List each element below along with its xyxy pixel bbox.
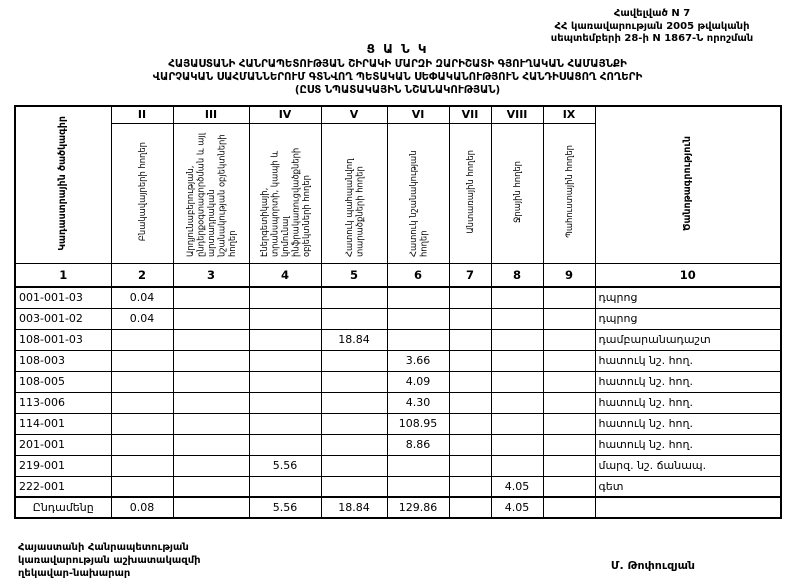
column-number-1: 1 (15, 263, 111, 287)
document-title: Ց Ա Ն Կ (366, 42, 429, 56)
cell-protected-areas (321, 308, 387, 329)
cell-protected-areas (321, 392, 387, 413)
roman-numeral-9: IX (543, 106, 595, 123)
col-note-header: Ծանոթագրություն (681, 135, 693, 231)
cell-note: գետ (595, 476, 781, 497)
total-water: 4.05 (491, 497, 543, 518)
table-row (15, 371, 781, 392)
category-header-industrial: Արդյունաբերության, ընդերքօգտագործման և այլ արտադրական նշանակության օբյեկտների հողեր (184, 132, 237, 257)
cell-cadastral-code: 001-001-03 (15, 287, 111, 308)
column-number-7: 7 (449, 263, 491, 287)
cell-forest (449, 308, 491, 329)
cell-industrial (173, 308, 249, 329)
cell-forest (449, 371, 491, 392)
total-special-purpose: 129.86 (387, 497, 449, 518)
column-number-10: 10 (595, 263, 781, 287)
cell-special-purpose (387, 287, 449, 308)
cell-water (491, 287, 543, 308)
cell-residential (111, 476, 173, 497)
cell-note: հատուկ նշ. հող. (595, 392, 781, 413)
table-row (15, 413, 781, 434)
category-header-protected-areas-cell (321, 123, 387, 263)
total-industrial (173, 497, 249, 518)
cell-cadastral-code: 003-001-02 (15, 308, 111, 329)
col-code-header: Կադաստրային ծածկագիր (57, 116, 69, 251)
cell-reserve (543, 413, 595, 434)
cell-note: դամբարանադաշտ (595, 329, 781, 350)
table-row (15, 434, 781, 455)
cell-protected-areas: 18.84 (321, 329, 387, 350)
cell-industrial (173, 287, 249, 308)
table-row (15, 476, 781, 497)
table-row (15, 392, 781, 413)
cell-cadastral-code: 108-001-03 (15, 329, 111, 350)
cell-special-purpose (387, 455, 449, 476)
cell-energy-transport: 5.56 (249, 455, 321, 476)
cell-energy-transport (249, 350, 321, 371)
category-header-forest: Անտառային հողեր (464, 149, 475, 234)
column-number-9: 9 (543, 263, 595, 287)
category-header-residential-cell (111, 123, 173, 263)
cell-industrial (173, 455, 249, 476)
cell-water (491, 392, 543, 413)
cell-forest (449, 455, 491, 476)
cell-reserve (543, 476, 595, 497)
cell-special-purpose: 4.09 (387, 371, 449, 392)
cell-water (491, 455, 543, 476)
roman-numeral-5: V (321, 106, 387, 123)
category-header-special-purpose: Հատուկ նշանակության հողեր (407, 150, 428, 257)
category-header-water-cell (491, 123, 543, 263)
cell-industrial (173, 413, 249, 434)
cell-industrial (173, 392, 249, 413)
document-subtitle-line-1: ՀԱՅԱՍՏԱՆԻ ՀԱՆՐԱՊԵՏՈՒԹՅԱՆ ՇԻՐԱԿԻ ՄԱՐԶԻ ԶԱՐԻՇԱՏԻ ԳՅՈՒՂԱԿԱՆ ՀԱՄԱՅՆՔԻ (168, 59, 627, 70)
cell-energy-transport (249, 413, 321, 434)
table-row (15, 287, 781, 308)
table-row (15, 350, 781, 371)
cell-note: դպրոց (595, 308, 781, 329)
cell-energy-transport (249, 308, 321, 329)
cell-water (491, 308, 543, 329)
cell-reserve (543, 455, 595, 476)
total-forest (449, 497, 491, 518)
footer-line-3: ղեկավար-նախարար (18, 568, 131, 579)
cell-industrial (173, 350, 249, 371)
cell-special-purpose (387, 476, 449, 497)
total-protected-areas: 18.84 (321, 497, 387, 518)
category-header-energy-transport-cell (249, 123, 321, 263)
cell-industrial (173, 476, 249, 497)
cell-industrial (173, 329, 249, 350)
cell-note: հատուկ նշ. հող. (595, 434, 781, 455)
roman-numeral-7: VII (449, 106, 491, 123)
category-header-industrial-cell (173, 123, 249, 263)
cell-reserve (543, 350, 595, 371)
cell-note: հատուկ նշ. հող. (595, 350, 781, 371)
cell-energy-transport (249, 329, 321, 350)
col-note-header-cell (595, 106, 781, 263)
cell-forest (449, 392, 491, 413)
footer-line-2: կառավարության աշխատակազմի (18, 555, 201, 566)
cell-residential (111, 350, 173, 371)
cell-note: դպրոց (595, 287, 781, 308)
cell-note: հատուկ նշ. հող. (595, 371, 781, 392)
total-reserve (543, 497, 595, 518)
cell-cadastral-code: 108-003 (15, 350, 111, 371)
roman-numeral-2: II (111, 106, 173, 123)
category-header-protected-areas: Հատուկ պահպանվող տարածքների հողեր (343, 158, 364, 257)
cell-water (491, 434, 543, 455)
cell-reserve (543, 434, 595, 455)
cell-cadastral-code: 114-001 (15, 413, 111, 434)
cell-forest (449, 350, 491, 371)
cell-energy-transport (249, 434, 321, 455)
cell-residential (111, 371, 173, 392)
cell-note: հատուկ նշ. հող. (595, 413, 781, 434)
cell-special-purpose (387, 308, 449, 329)
footer-line-1: Հայաստանի Հանրապետության (18, 542, 189, 553)
table-row (15, 455, 781, 476)
cell-energy-transport (249, 287, 321, 308)
header-number-row (15, 263, 781, 287)
cell-forest (449, 434, 491, 455)
category-header-reserve: Պահուստային հողեր (563, 145, 574, 239)
cell-special-purpose: 108.95 (387, 413, 449, 434)
category-header-water: Ջրային հողեր (511, 160, 522, 223)
roman-numeral-4: IV (249, 106, 321, 123)
total-residential: 0.08 (111, 497, 173, 518)
cell-protected-areas (321, 350, 387, 371)
cell-protected-areas (321, 371, 387, 392)
column-number-3: 3 (173, 263, 249, 287)
cell-residential (111, 392, 173, 413)
header-roman-row (15, 106, 781, 123)
document-subtitle-line-3: (ԸՍՏ ՆՊԱՏԱԿԱՅԻՆ ՆՇԱՆԱԿՈՒԹՅԱՆ) (294, 85, 501, 97)
cell-special-purpose (387, 329, 449, 350)
col-code-header-cell (15, 106, 111, 263)
cell-residential: 0.04 (111, 287, 173, 308)
cell-forest (449, 476, 491, 497)
category-header-energy-transport: Էներգետիկայի, տրանսպորտի, կապի և կոմունալ ինֆրակառուցվածքների օբյեկտների հողեր (258, 147, 311, 257)
cell-water (491, 413, 543, 434)
cell-water (491, 371, 543, 392)
table-body (15, 287, 781, 497)
cell-protected-areas (321, 434, 387, 455)
cell-protected-areas (321, 455, 387, 476)
appendix-line-2: ՀՀ կառավարության 2005 թվականի (554, 20, 750, 32)
cell-residential (111, 455, 173, 476)
cell-water (491, 329, 543, 350)
roman-numeral-8: VIII (491, 106, 543, 123)
column-number-4: 4 (249, 263, 321, 287)
cell-cadastral-code: 222-001 (15, 476, 111, 497)
cell-protected-areas (321, 287, 387, 308)
total-label: Ընդամենը (15, 497, 111, 518)
appendix-line-1: Հավելված N 7 (613, 8, 691, 19)
cell-cadastral-code: 219-001 (15, 455, 111, 476)
appendix-block (517, 8, 787, 46)
appendix-line-3: սեպտեմբերի 28-ի N 1867-Ն որոշման (550, 33, 754, 44)
document-subtitle-line-2: ՎԱՐՉԱԿԱՆ ՍԱՀՄԱՆՆԵՐՈՒՄ ԳՏՆՎՈՂ ՊԵՏԱԿԱՆ ՍԵՓԱԿԱՆՈՒԹՅՈՒՆ ՀԱՆԴԻՍԱՑՈՂ ՀՈՂԵՐԻ (152, 72, 643, 84)
table-row (15, 329, 781, 350)
cell-residential (111, 434, 173, 455)
cell-protected-areas (321, 476, 387, 497)
cell-reserve (543, 308, 595, 329)
cell-forest (449, 413, 491, 434)
category-header-residential: Բնակավայրերի հողեր (136, 142, 147, 242)
category-header-forest-cell (449, 123, 491, 263)
signature-name: Մ. Թոփուզյան (610, 559, 695, 572)
cell-energy-transport (249, 371, 321, 392)
column-number-6: 6 (387, 263, 449, 287)
cell-residential: 0.04 (111, 308, 173, 329)
cell-reserve (543, 329, 595, 350)
category-header-special-purpose-cell (387, 123, 449, 263)
cell-special-purpose: 8.86 (387, 434, 449, 455)
cell-forest (449, 329, 491, 350)
cell-special-purpose: 4.30 (387, 392, 449, 413)
cell-protected-areas (321, 413, 387, 434)
cell-industrial (173, 371, 249, 392)
roman-numeral-6: VI (387, 106, 449, 123)
cell-industrial (173, 434, 249, 455)
cell-residential (111, 329, 173, 350)
cell-forest (449, 287, 491, 308)
column-number-2: 2 (111, 263, 173, 287)
cell-reserve (543, 392, 595, 413)
cell-water: 4.05 (491, 476, 543, 497)
cell-residential (111, 413, 173, 434)
roman-numeral-3: III (173, 106, 249, 123)
total-row (15, 497, 781, 518)
cell-cadastral-code: 201-001 (15, 434, 111, 455)
land-parcels-table (14, 105, 782, 519)
cell-energy-transport (249, 476, 321, 497)
cell-cadastral-code: 113-006 (15, 392, 111, 413)
category-header-reserve-cell (543, 123, 595, 263)
cell-water (491, 350, 543, 371)
cell-energy-transport (249, 392, 321, 413)
total-note (595, 497, 781, 518)
cell-cadastral-code: 108-005 (15, 371, 111, 392)
cell-reserve (543, 371, 595, 392)
footer-block (18, 541, 201, 580)
cell-reserve (543, 287, 595, 308)
cell-note: մարզ. նշ. ճանապ. (595, 455, 781, 476)
cell-special-purpose: 3.66 (387, 350, 449, 371)
table-row (15, 308, 781, 329)
column-number-5: 5 (321, 263, 387, 287)
total-energy-transport: 5.56 (249, 497, 321, 518)
column-number-8: 8 (491, 263, 543, 287)
